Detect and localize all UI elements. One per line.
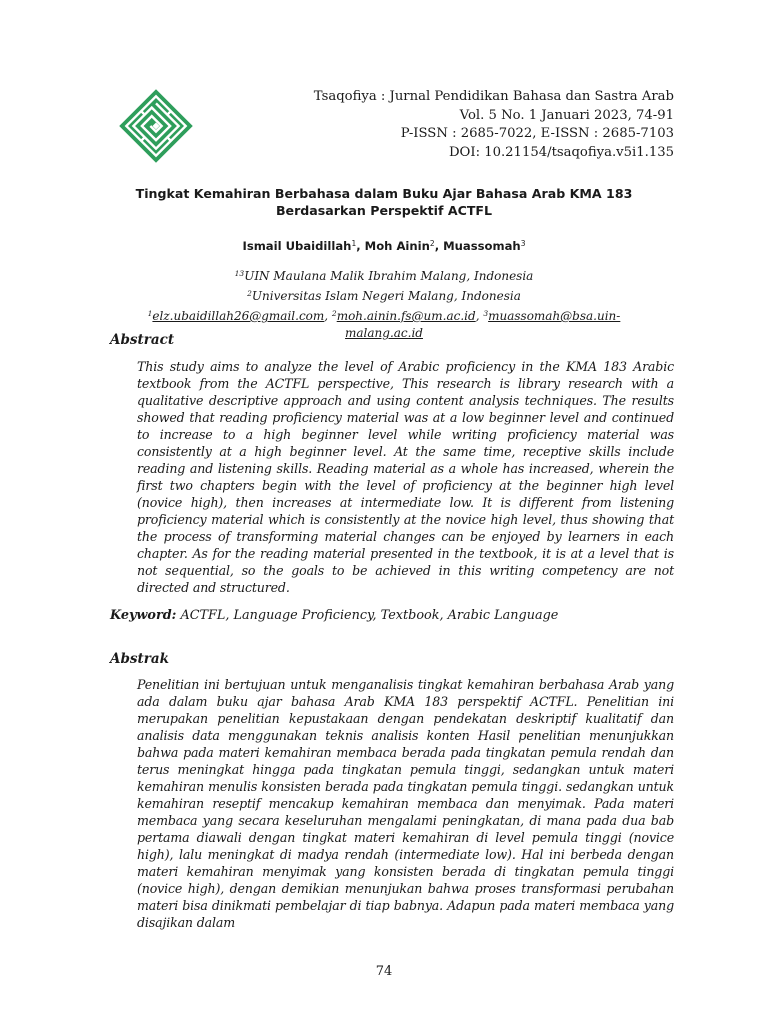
article-title-line1: Tingkat Kemahiran Berbahasa dalam Buku Ajar Bahasa Arab KMA 183 [135, 186, 633, 201]
email-link[interactable]: elz.ubaidillah26@gmail.com [152, 309, 325, 323]
author-name: Ismail Ubaidillah [242, 239, 352, 253]
email-link[interactable]: moh.ainin.fs@um.ac.id [336, 309, 476, 323]
keyword-label: Keyword: [110, 608, 177, 623]
abstract-heading: Abstract [110, 332, 175, 348]
abstract-body: This study aims to analyze the level of Arabic proficiency in the KMA 183 Arabic textbook from the ACTFL perspective, This research is library research with a qualitative descriptive approach and using content analysis techniques. The results showed that reading proficiency material was at a low beginner level and continued to increase to a high beginner level while writing proficiency material was consistently at a high beginner level. At the same time, receptive skills include reading and listening skills. Reading material as a whole has increased, wherein the first two chapters begin with the level of proficiency at the beginner high level (novice high), then increases at intermediate low. It is different from listening proficiency material which is consistently at the novice high level, thus showing that the process of transforming material changes can be enjoyed by learners in each chapter. As for the reading material presented in the textbook, it is at a level that is not sequential, so the goals to be achieved in this writing competency are not directed and structured. [137, 359, 674, 595]
article-title-line2: Berdasarkan Perspektif ACTFL [275, 203, 493, 218]
author-name: Muassomah [443, 239, 521, 253]
abstrak-body: Penelitian ini bertujuan untuk menganalisis tingkat kemahiran berbahasa Arab yang ada dalam buku ajar bahasa Arab KMA 183 perspektif ACTFL. Penelitian ini merupakan penelitian kepustakaan dengan pendekatan deskriptif kualitatif dan analisis data menggunakan teknis analisis konten Hasil penelitian menunjukkan bahwa pada materi kemahiran membaca berada pada tingkatan pemula rendah dan terus meningkat hingga pada tingkatan pemula tinggi, sedangkan untuk materi kemahiran menulis konsisten berada pada tingkatan pemula tinggi. sedangkan untuk kemahiran reseptif mencakup kemahiran membaca dan menyimak. Pada materi membaca yang secara keseluruhan mengalami peningkatan, di mana pada dua bab pertama diawali dengan tingkat materi kemahiran di level pemula tinggi (novice high), lalu meningkat di madya rendah (intermediate low). Hal ini berbeda dengan materi kemahiran menyimak yang konsisten berada di tingkatan pemula tinggi (novice high), dengan demikian menunjukan bahwa proses transformasi perubahan materi bisa dinikmati pembelajar di tiap babnya. Adapun pada materi membaca yang disajikan dalam [137, 677, 674, 930]
journal-header [314, 88, 674, 162]
author-name: Moh Ainin [364, 239, 430, 253]
keyword-values: ACTFL, Language Proficiency, Textbook, Arabic Language [176, 608, 559, 623]
journal-logo-icon [116, 86, 196, 166]
journal-volume: Vol. 5 No. 1 Januari 2023, 74-91 [459, 107, 674, 123]
article-title [110, 185, 658, 219]
page-number: 74 [375, 964, 393, 979]
affiliation-line: $^2$Universitas Islam Negeri Malang, Indonesia [247, 289, 521, 303]
affiliation-line: $^{13}$UIN Maulana Malik Ibrahim Malang, Indonesia [234, 269, 534, 283]
journal-name: Tsaqofiya : Jurnal Pendidikan Bahasa dan Sastra Arab [313, 89, 674, 104]
journal-doi: DOI: 10.21154/tsaqofiya.v5i1.135 [448, 144, 674, 160]
journal-issn: P-ISSN : 2685-7022, E-ISSN : 2685-7103 [400, 126, 674, 141]
affiliations [110, 265, 658, 342]
author-list: Ismail Ubaidillah$^1$, Moh Ainin$^2$, Muassomah$^3$ [242, 239, 526, 253]
abstrak-heading: Abstrak [110, 651, 169, 667]
email-line: $^1$elz.ubaidillah26@gmail.com, $^2$moh.ainin.fs@um.ac.id, $^3$muassomah@bsa.uin-malang.ac.id [147, 309, 621, 340]
email-link[interactable]: muassomah@bsa.uin-malang.ac.id [345, 309, 621, 340]
keywords [110, 608, 558, 623]
